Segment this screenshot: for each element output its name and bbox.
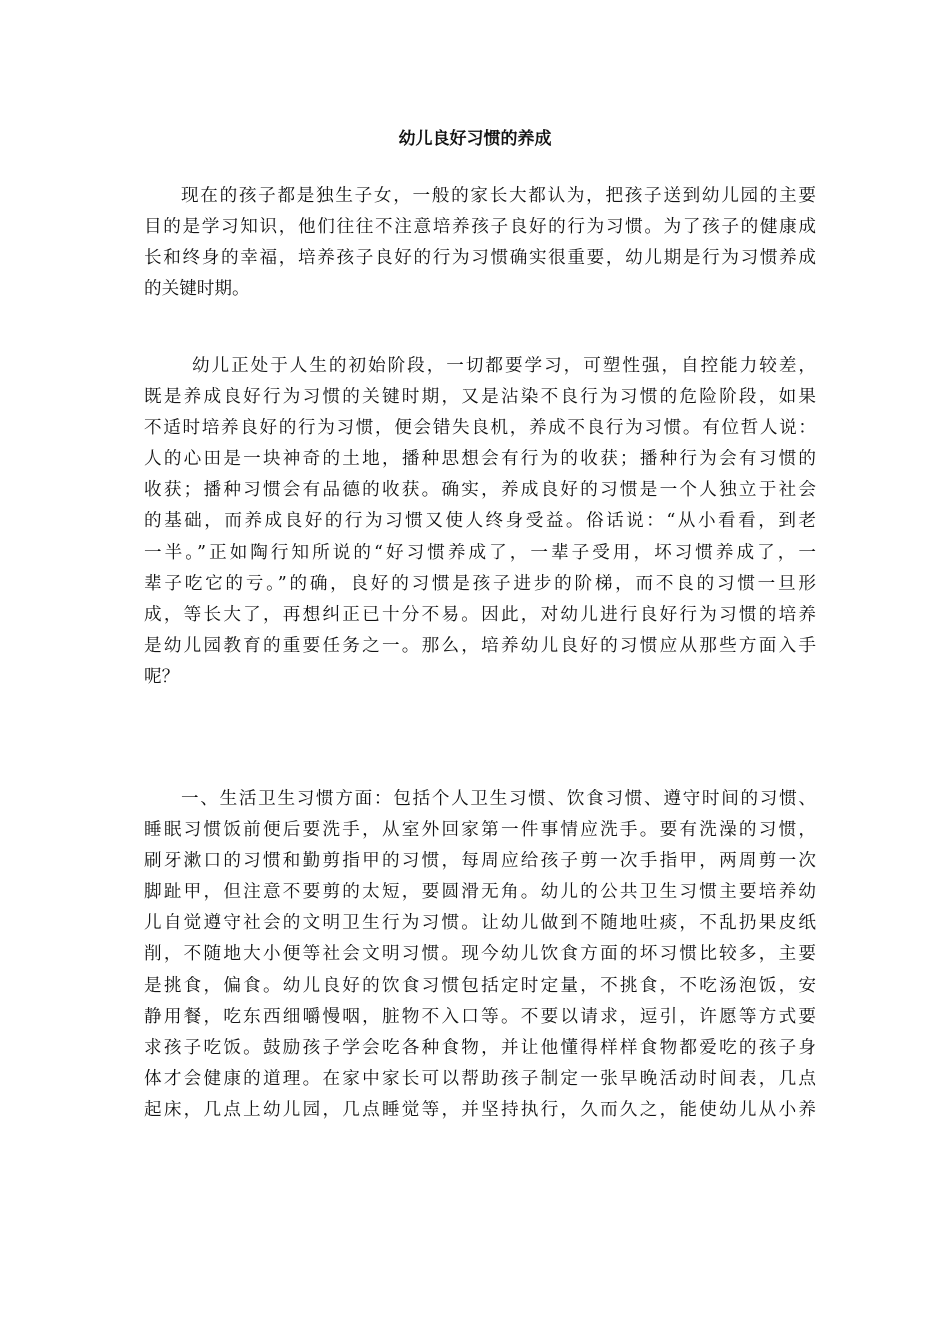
text-line: 睡眠习惯饭前便后要洗手，从室外回家第一件事情应洗手。要有洗澡的习惯， [144,820,816,841]
text-line: 目的是学习知识，他们往往不注意培养孩子良好的行为习惯。为了孩子的健康成 [144,217,816,238]
text-line: 人的心田是一块神奇的土地，播种思想会有行为的收获；播种行为会有习惯的 [144,449,816,470]
text-line: 现在的孩子都是独生子女，一般的家长大都认为，把孩子送到幼儿园的主要 [181,186,816,206]
text-line: 幼儿正处于人生的初始阶段，一切都要学习，可塑性强，自控能力较差， [192,356,816,376]
paragraph-intro [144,181,816,305]
text-line: 的关键时期。 [144,279,250,300]
text-line: 长和终身的幸福，培养孩子良好的行为习惯确实很重要，幼儿期是行为习惯养成 [144,248,816,269]
text-line: 是挑食，偏食。幼儿良好的饮食习惯包括定时定量，不挑食，不吃汤泡饭，安 [144,975,816,996]
text-line: 的基础，而养成良好的行为习惯又使人终身受益。俗话说：“从小看看，到老 [144,511,816,532]
text-line: 不适时培养良好的行为习惯，便会错失良机，养成不良行为习惯。有位哲人说： [144,418,816,439]
text-line: 呢？ [144,666,180,687]
text-line: 求孩子吃饭。鼓励孩子学会吃各种食物，并让他懂得样样食物都爱吃的孩子身 [144,1037,816,1058]
text-line: 一半。”正如陶行知所说的“好习惯养成了，一辈子受用，坏习惯养成了，一 [144,542,816,563]
text-line: 一、生活卫生习惯方面：包括个人卫生习惯、饮食习惯、遵守时间的习惯、 [181,789,816,809]
text-line: 体才会健康的道理。在家中家长可以帮助孩子制定一张早晚活动时间表，几点 [144,1068,816,1089]
text-line: 是幼儿园教育的重要任务之一。那么，培养幼儿良好的习惯应从那些方面入手 [144,635,816,656]
text-line: 儿自觉遵守社会的文明卫生行为习惯。让幼儿做到不随地吐痰，不乱扔果皮纸 [144,913,816,934]
text-line: 静用餐，吃东西细嚼慢咽，脏物不入口等。不要以请求，逗引，许愿等方式要 [144,1006,816,1027]
paragraph-importance [144,351,816,693]
text-line: 既是养成良好行为习惯的关键时期，又是沾染不良行为习惯的危险阶段，如果 [144,387,816,408]
text-line: 脚趾甲，但注意不要剪的太短，要圆滑无角。幼儿的公共卫生习惯主要培养幼 [144,882,816,903]
text-line: 收获；播种习惯会有品德的收获。确实，养成良好的习惯是一个人独立于社会 [144,480,816,501]
text-line: 削，不随地大小便等社会文明习惯。现今幼儿饮食方面的坏习惯比较多，主要 [144,944,816,965]
text-line: 起床，几点上幼儿园，几点睡觉等，并坚持执行，久而久之，能使幼儿从小养 [144,1099,816,1120]
text-line: 成，等长大了，再想纠正已十分不易。因此，对幼儿进行良好行为习惯的培养 [144,604,816,625]
paragraph-hygiene-habits [144,784,816,1126]
text-line: 辈子吃它的亏。”的确，良好的习惯是孩子进步的阶梯，而不良的习惯一旦形 [144,573,816,594]
text-line: 刷牙漱口的习惯和勤剪指甲的习惯，每周应给孩子剪一次手指甲，两周剪一次 [144,851,816,872]
document-title: 幼儿良好习惯的养成 [398,129,552,149]
